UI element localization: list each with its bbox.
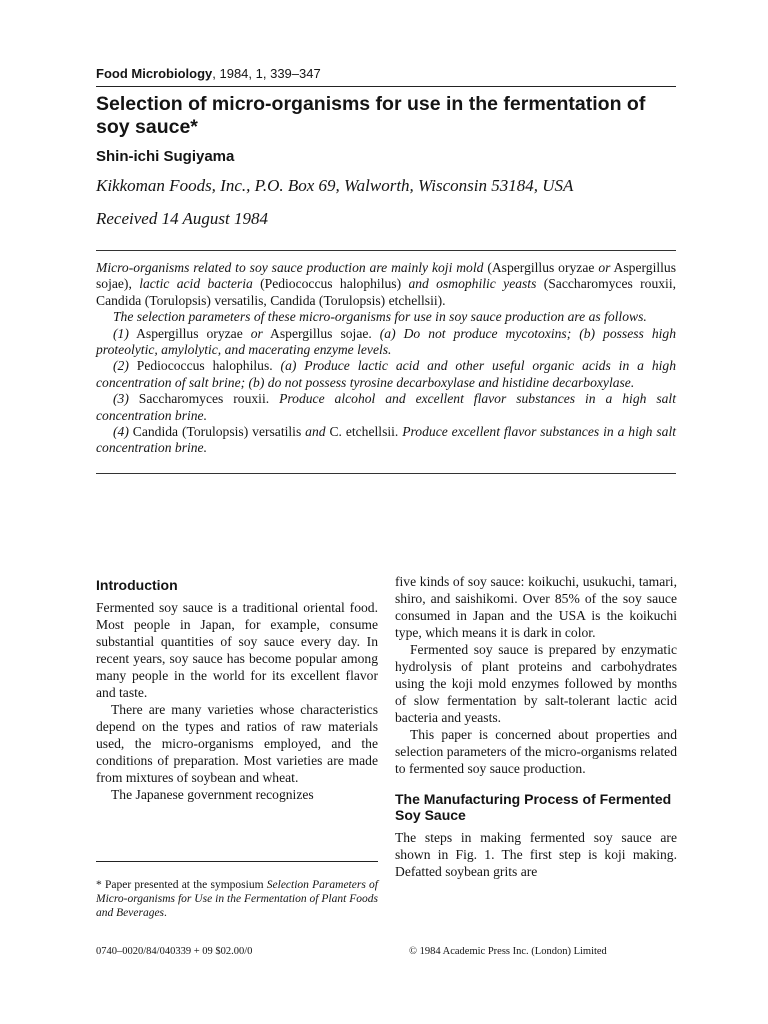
body-paragraph: The steps in making fermented soy sauce are shown in Fig. 1. The first step is koji making. Defatted soybean grits are: [395, 830, 677, 879]
italic-run: (3): [113, 391, 129, 407]
journal-name: Food Microbiology: [96, 66, 213, 81]
body-paragraph: five kinds of soy sauce: koikuchi, usukuchi, tamari, shiro, and saishikomi. Over 85% of the soy sauce consumed in Japan and the USA is the koikuchi type, which means it is dark in color.: [395, 574, 677, 640]
body-paragraph: The Japanese government recognizes: [111, 787, 314, 802]
italic-run: The selection parameters of these micro-organisms for use in soy sauce production are as follows.: [113, 309, 647, 325]
left-column: [96, 569, 378, 957]
body-paragraph: Fermented soy sauce is a traditional oriental food. Most people in Japan, for example, consume substantial quantities of soy sauce every day. In recent years, soy sauce has become popular among many people in the world for its excellent flavor and taste.: [96, 600, 378, 700]
introduction-text: [96, 599, 378, 803]
footnote: [96, 878, 378, 920]
received-date: Received 14 August 1984: [96, 209, 269, 228]
abstract-paragraph: [96, 424, 676, 457]
header-rule: [96, 86, 676, 87]
italic-run: (a) Do not produce mycotoxins; (b) possess high proteolytic, amylolytic, and macerating enzyme levels.: [96, 325, 676, 358]
manufacturing-text: [395, 829, 677, 880]
body-paragraph: Fermented soy sauce is prepared by enzymatic hydrolysis of plant proteins and carbohydrates using the koji mold enzymes followed by months of slow fermentation by salt-tolerant lactic acid bacteria and yeasts.: [395, 642, 677, 725]
author-affiliation: Kikkoman Foods, Inc., P.O. Box 69, Walworth, Wisconsin 53184, USA: [96, 176, 574, 195]
text-run: C. etchellsii.: [325, 424, 403, 440]
copyright-notice: © 1984 Academic Press Inc. (London) Limited: [409, 946, 607, 957]
italic-run: Produce alcohol and excellent flavor substances in a high salt concentration brine.: [96, 391, 676, 423]
italic-run: or: [598, 260, 611, 275]
italic-run: or: [250, 325, 263, 341]
text-run: (Pediococcus halophilus): [252, 276, 409, 292]
footnote-lead: * Paper presented at the symposium: [96, 879, 267, 891]
text-run: Aspergillus sojae.: [262, 325, 380, 341]
article-title: Selection of micro-organisms for use in the fermentation of soy sauce*: [96, 93, 646, 138]
article-code: 0740–0020/84/040339 + 09 $02.00/0: [96, 946, 253, 957]
text-run: Saccharomyces rouxii.: [128, 391, 280, 407]
text-run: Aspergillus sojae),: [96, 260, 676, 292]
text-run: Aspergillus oryzae: [128, 325, 251, 341]
introduction-continued: [395, 573, 677, 777]
italic-run: Micro-organisms related to soy sauce production are mainly koji mold: [96, 260, 484, 275]
italic-run: (1): [113, 325, 129, 341]
text-run: Candida (Torulopsis) versatilis: [128, 424, 306, 440]
text-run: (Saccharomyces rouxii, Candida (Torulopsis) versatilis, Candida (Torulopsis) etchellsii).: [96, 276, 676, 308]
footnote-tail: .: [164, 907, 167, 919]
right-column: [395, 569, 677, 957]
footnote-rule: [96, 861, 378, 862]
body-paragraph: There are many varieties whose characteristics depend on the types and ratios of raw materials used, the micro-organisms employed, and the conditions of preparation. Most varieties are made from mixtures of soybean and wheat.: [96, 702, 378, 785]
italic-run: (4): [113, 424, 129, 440]
journal-citation: [96, 66, 676, 81]
italic-run: and: [305, 424, 326, 440]
abstract-paragraph: [96, 309, 676, 325]
abstract-paragraph: [96, 391, 676, 424]
journal-volume-pages: , 1984, 1, 339–347: [212, 66, 321, 81]
italic-run: and osmophilic yeasts: [408, 276, 537, 292]
italic-run: (a) Produce lactic acid and other useful organic acids in a high concentration of salt brine; (b) do not possess tyrosine decarboxylase and histidine decarboxylase.: [96, 358, 676, 390]
page-header: [96, 66, 676, 474]
abstract-paragraph: [96, 260, 676, 309]
text-run: (Aspergillus oryzae: [483, 260, 599, 275]
italic-run: (2): [113, 358, 129, 374]
footnote-symposium-title: Selection Parameters of Micro-organisms for Use in the Fermentation of Plant Foods and Beverages: [96, 879, 378, 919]
section-heading-introduction: Introduction: [96, 577, 178, 593]
section-heading-manufacturing: The Manufacturing Process of Fermented Soy Sauce: [395, 791, 672, 823]
body-paragraph: This paper is concerned about properties and selection parameters of the micro-organisms related to fermented soy sauce production.: [395, 727, 677, 776]
abstract-top-rule: [96, 250, 676, 251]
abstract: [96, 260, 676, 457]
text-run: Pediococcus halophilus.: [128, 358, 281, 374]
abstract-paragraph: [96, 358, 676, 391]
italic-run: lactic acid bacteria: [139, 276, 253, 292]
italic-run: Produce excellent flavor substances in a high salt concentration brine.: [96, 424, 676, 456]
abstract-paragraph: [96, 326, 676, 359]
abstract-bottom-rule: [96, 473, 676, 474]
author-name: Shin-ichi Sugiyama: [96, 148, 235, 165]
